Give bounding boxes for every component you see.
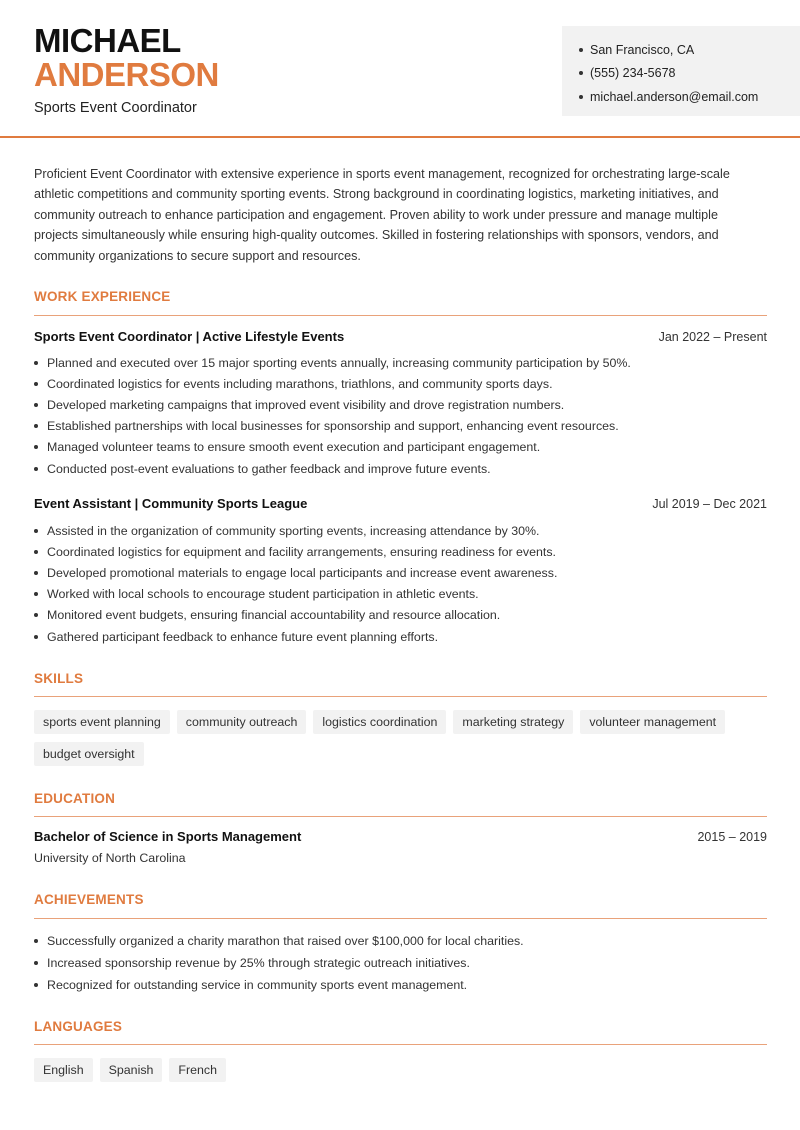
list-item-text: Developed marketing campaigns that improved event visibility and drove registration numbers. (47, 397, 565, 412)
skill-chip: community outreach (177, 710, 307, 734)
list-item-text: Managed volunteer teams to ensure smooth event execution and participant engagement. (47, 440, 541, 455)
skill-chip: budget oversight (34, 742, 144, 766)
contact-phone-text: (555) 234-5678 (590, 66, 676, 81)
language-chip: Spanish (100, 1058, 163, 1082)
skills-chip-list (34, 710, 767, 766)
list-item (34, 930, 767, 952)
bullet-icon (34, 361, 38, 365)
bullet-icon (579, 95, 583, 99)
contact-email (579, 85, 800, 109)
section-divider (34, 696, 767, 697)
bullet-icon (34, 529, 38, 533)
achievements-heading: ACHIEVEMENTS (34, 892, 144, 907)
list-item (34, 952, 767, 974)
languages-heading: LANGUAGES (34, 1019, 123, 1034)
bullet-icon (34, 983, 38, 987)
bullet-icon (579, 48, 583, 52)
summary-paragraph: Proficient Event Coordinator with extensive experience in sports event management, recognized for orchestrating large-scale athletic competitions and community sporting events. Strong background in coordinating logistics, marketing initiatives, and community outreach to enhance participation and engagement. Proven ability to work under pressure and manage multiple projects simultaneously while ensuring high-quality outcomes. Skilled in fostering relationships with sponsors, vendors, and community organizations to secure support and resources. (34, 167, 730, 263)
section-divider (34, 1044, 767, 1045)
contact-phone (579, 62, 800, 86)
job-dates: Jul 2019 – Dec 2021 (652, 496, 767, 511)
bullet-icon (34, 613, 38, 617)
job-header (34, 329, 767, 344)
languages-chip-list (34, 1058, 767, 1082)
list-item (34, 373, 767, 394)
first-name: MICHAEL (34, 22, 181, 59)
degree: Bachelor of Science in Sports Management (34, 829, 302, 844)
bullet-icon (34, 424, 38, 428)
contact-email-text: michael.anderson@email.com (590, 89, 759, 104)
job-role: Sports Event Coordinator | Active Lifestyle Events (34, 329, 345, 344)
section-divider (34, 918, 767, 919)
list-item (34, 416, 767, 437)
list-item (34, 974, 767, 996)
education-header (34, 829, 767, 844)
contact-location-text: San Francisco, CA (590, 42, 695, 57)
bullet-icon (34, 382, 38, 386)
language-chip: English (34, 1058, 93, 1082)
list-item-text: Gathered participant feedback to enhance future event planning efforts. (47, 629, 439, 644)
bullet-icon (34, 550, 38, 554)
resume-header (0, 0, 800, 138)
bullet-icon (34, 635, 38, 639)
skill-chip: logistics coordination (313, 710, 446, 734)
work-experience-heading: WORK EXPERIENCE (34, 289, 171, 304)
list-item (34, 352, 767, 373)
job-dates: Jan 2022 – Present (658, 329, 767, 344)
last-name: ANDERSON (34, 56, 219, 93)
bullet-icon (34, 961, 38, 965)
list-item (34, 626, 767, 647)
list-item (34, 394, 767, 415)
skill-chip: marketing strategy (453, 710, 573, 734)
bullet-icon (34, 403, 38, 407)
list-item (34, 541, 767, 562)
section-divider (34, 315, 767, 316)
list-item-text: Increased sponsorship revenue by 25% through strategic outreach initiatives. (47, 956, 470, 970)
list-item (34, 562, 767, 583)
list-item-text: Coordinated logistics for events including marathons, triathlons, and community sports days. (47, 376, 553, 391)
bullet-icon (34, 445, 38, 449)
achievements-list (34, 930, 767, 996)
job-title: Sports Event Coordinator (34, 100, 197, 116)
job-header (34, 496, 767, 511)
contact-box (562, 26, 800, 116)
bullet-icon (34, 571, 38, 575)
skills-heading: SKILLS (34, 671, 84, 686)
bullet-icon (579, 71, 583, 75)
section-divider (34, 816, 767, 817)
list-item-text: Coordinated logistics for equipment and facility arrangements, ensuring readiness for events. (47, 544, 556, 559)
bullet-icon (34, 592, 38, 596)
contact-location (579, 38, 800, 62)
list-item (34, 437, 767, 458)
bullet-icon (34, 467, 38, 471)
list-item-text: Successfully organized a charity marathon that raised over $100,000 for local charities. (47, 934, 524, 948)
list-item-text: Conducted post-event evaluations to gather feedback and improve future events. (47, 461, 491, 476)
list-item (34, 605, 767, 626)
skill-chip: volunteer management (580, 710, 725, 734)
school: University of North Carolina (34, 851, 186, 865)
list-item (34, 520, 767, 541)
list-item-text: Assisted in the organization of community sporting events, increasing attendance by 30%. (47, 523, 540, 538)
list-item (34, 458, 767, 479)
job-role: Event Assistant | Community Sports League (34, 496, 308, 511)
skill-chip: sports event planning (34, 710, 170, 734)
list-item (34, 584, 767, 605)
job-bullet-list (34, 352, 767, 479)
list-item-text: Recognized for outstanding service in community sports event management. (47, 978, 468, 992)
list-item-text: Planned and executed over 15 major sporting events annually, increasing community participation by 50%. (47, 355, 631, 370)
language-chip: French (169, 1058, 226, 1082)
education-heading: EDUCATION (34, 791, 116, 806)
job-bullet-list (34, 520, 767, 647)
education-dates: 2015 – 2019 (697, 829, 767, 844)
list-item-text: Monitored event budgets, ensuring financial accountability and resource allocation. (47, 608, 501, 623)
list-item-text: Worked with local schools to encourage student participation in athletic events. (47, 587, 479, 602)
bullet-icon (34, 939, 38, 943)
list-item-text: Developed promotional materials to engage local participants and increase event awareness. (47, 565, 558, 580)
list-item-text: Established partnerships with local businesses for sponsorship and support, enhancing event resources. (47, 419, 619, 434)
